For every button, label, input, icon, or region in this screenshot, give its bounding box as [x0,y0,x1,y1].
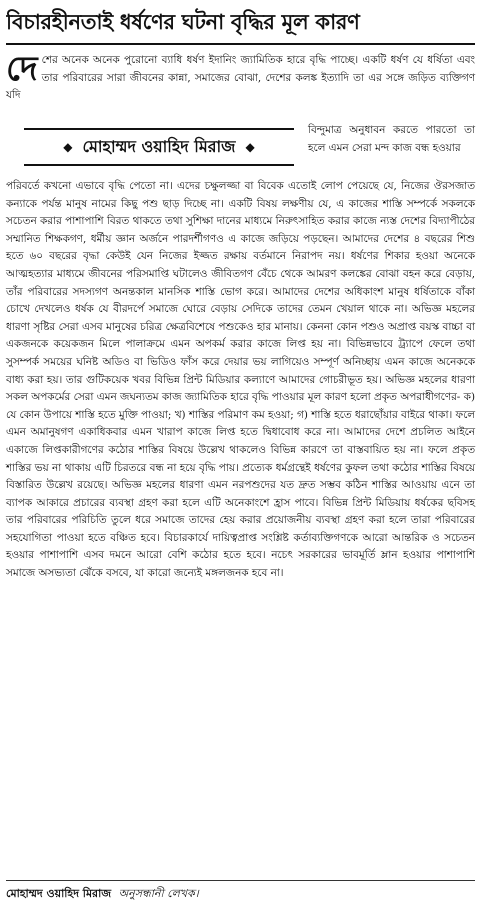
signature-role: অনুসন্ধানী লেখক। [118,887,199,900]
signature-name: মোহাম্মদ ওয়াহিদ মিরাজ [6,887,112,900]
signature-rule [6,880,475,881]
byline-box [24,128,294,166]
drop-cap: দে [6,49,38,89]
diamond-right-icon: ◆ [245,140,255,154]
side-column-text: বিন্দুমাত্র অনুধাবন করতে পারতো তা হলে এমন সেরা মন্দ কাজ বন্ধ হওয়ার [308,124,475,154]
article-headline: বিচারহীনতাই ধর্ষণের ঘটনা বৃদ্ধির মূল কারণ [6,10,360,34]
signature-line [6,884,475,904]
body-paragraph: পরিবর্তে কখনো এভাবে বৃদ্ধি পেতো না। এদের চক্ষুলজ্জা বা বিবেক এতোই লোপ পেয়েছে যে, নিজের ঔরসজাত কন্যাকে পর্যন্ত মানুষ নামের কিছু পশু ছাড় দিচ্ছে না। একটি বিষয় লক্ষণীয় যে, এ কাজের শাস্তি সম্পর্কে সকলকে সচেতন করার পাশাপাশি বিরত থাকতে তথা সুশিক্ষা দানের মাধ্যমে নিরুৎসাহিত করার কাজে ন্যস্ত দেশের বিদ্যাপীঠের সম্মানিত শিক্ষকগণ, ধর্মীয় জ্ঞান অর্জনে পারদর্শীগণও এ কাজে জড়িয়ে পড়ছেন। আমাদের দেশের ৪ বছরের শিশু হতে ৬০ বছরের বৃদ্ধা কেউই যেন নিজের ইজ্জত রক্ষায় বর্তমানে নিরাপদ নয়। ধর্ষণের শিকার হওয়া অনেকে আত্মহত্যার মাধ্যমে জীবনের পরিসমাপ্তি ঘটালেও জীবিতগণ বেঁচে থেকে আমরণ কলঙ্কের বোঝা বহন করে বেড়ায়, তাঁর পরিবারের সদস্যগণ অনন্তকাল মানসিক শাস্তি ভোগ করে। আমাদের দেশের অধিকাংশ মানুষ ধর্ষিতাকে বাঁকা চোখে দেখলেও ধর্ষক যে বীরদর্পে সমাজে ঘোরে বেড়ায় সেদিকে তাদের তেমন খেয়াল থাকে না। অভিজ্ঞ মহলের ধারণা সৃষ্টির সেরা এসব মানুষের চরিত্র ক্ষেত্রবিশেষে পশুকেও হার মানায়। কেননা কোন পশুও অপ্রাপ্ত বয়স্ক বাচ্চা বা একজনকে কয়েকজন মিলে পালাক্রমে এমন অপকর্ম করার কাজে লিপ্ত হয় না। বিভিন্নভাবে ট্র্যাপে ফেলে তথা সুসম্পর্ক সময়ের ঘনিষ্ট অডিও বা ভিডিও ফাঁস করে দেয়ার ভয় লাগিয়েও সম্পূর্ণ অনিচ্ছায় এমন কাজে অনেককে বাধ্য করা হয়। তার গুটিকয়েক খবর বিভিন্ন প্রিন্ট মিডিয়ার কল্যাণে আমাদের গোচরীভূত হয়। অভিজ্ঞ মহলের ধারণা সকল অপকর্মের সেরা এমন জঘন্যতম কাজ জ্যামিতিক হারে বৃদ্ধি পাওয়ার মূল কারণ হলো প্রকৃত অপরাধীগণের- ক) যে কোন উপায়ে শাস্তি হতে মুক্তি পাওয়া; খ) শাস্তির পরিমাণ কম হওয়া; গ) শাস্তি হতে ধরাছোঁয়ার বাইরে থাকা। ফলে এমন অমানুষগণ একাধিকবার এমন খারাপ কাজে লিপ্ত হতে দ্বিধাবোধ করে না। আমাদের দেশে প্রচলিত আইনে একাজে লিপ্তকারীগণের কঠোর শাস্তির বিষয়ে উল্লেখ থাকলেও বিভিন্ন কারণে তা বাস্তবায়িত হয় না। ফলে প্রকৃত শাস্তির ভয় না থাকায় এটি চিরতরে বন্ধ না হয়ে বৃদ্ধি পায়। প্রত্যেক ধর্মগ্রন্থেই ধর্ষণের কুফল তথা কঠোর শাস্তির বিষয়ে বিস্তারিত উল্লেখ রয়েছে। অভিজ্ঞ মহলের ধারণা এমন নরপশুদের যত দ্রুত সম্ভব কঠিন শাস্তির আওয়ায় এনে তা ব্যাপক আকারে প্রচারের ব্যবস্থা গ্রহণ করা হলে এটি অনেকাংশে হ্রাস পাবে। বিভিন্ন প্রিন্ট মিডিয়ায় ধর্ষকের ছবিসহ তার পরিবারের পরিচিতি তুলে ধরে সমাজে তাদের হেয় করার প্রয়োজনীয় ব্যবস্থা গ্রহণ করা হলে তারা পরিবারের সহযোগিতা পাওয়া হতে বঞ্চিত হবে। বিচারকার্যে দায়িত্বপ্রাপ্ত সংশ্লিষ্ট কর্তাব্যক্তিগণকে আরো আন্তরিক ও সচেতন হওয়ার পাশাপাশি এসব দমনে আরো বেশি কঠোর হতে হবে। নচেৎ সরকারের ভাবমূর্তি ম্লান হওয়ার পাশাপাশি সমাজে অসভ্যতা ঝেঁকে বসবে, যা কারো জন্যেই মঙ্গলজনক হবে না। [6,180,475,580]
byline-author: মোহাম্মদ ওয়াহিদ মিরাজ [82,136,236,156]
intro-paragraph [6,49,475,105]
diamond-left-icon: ◆ [63,140,73,154]
headline-rule [6,43,475,45]
intro-text: শের অনেক অনেক পুরোনো ব্যাধি ধর্ষণ ইদানিং জ্যামিতিক হারে বৃদ্ধি পাচ্ছে। একটি ধর্ষণ যে ধর্ষিতা এবং তার পরিবারের সারা জীবনের কান্না, সমাজের বোঝা, দেশের কলঙ্ক ইত্যাদি তা এর সঙ্গে জড়িত ব্যক্তিগণ যদি [6,54,475,102]
article-body [6,178,475,583]
